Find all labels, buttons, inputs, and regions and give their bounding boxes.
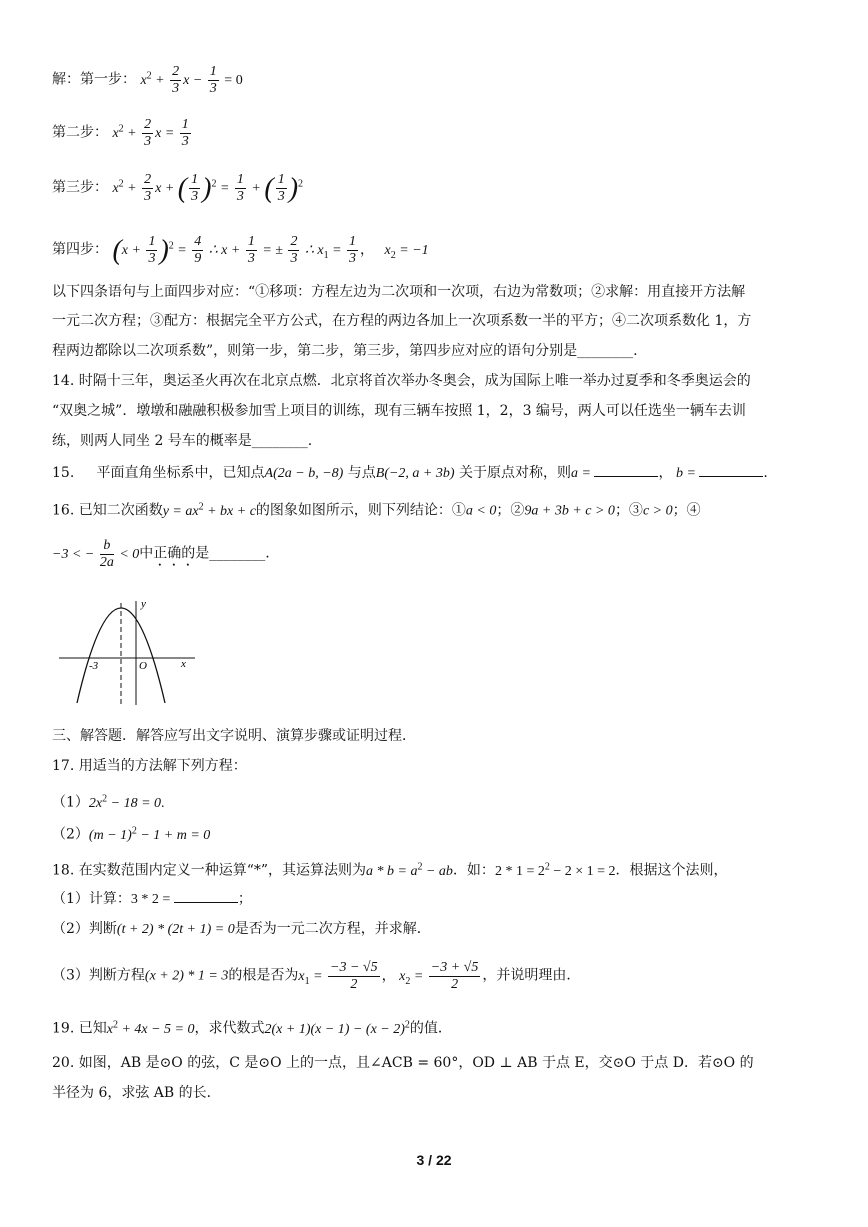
step-3-equation: $x^2$ + $\frac{2}{3}$ x + ( $\frac{1}{3}$ )$^2$ = $\frac{1}{3}$ + ( $\frac{1}{3}$ )$^2$ xyxy=(112,172,304,204)
step-4 xyxy=(52,234,429,267)
step-4-label: 第四步： xyxy=(52,241,108,258)
q15-mid: 与点 xyxy=(347,465,376,481)
q18-equation: (t + 2) * (2t + 1) = 0 xyxy=(116,922,235,937)
q15-point-b: B(−2, a + 3b) xyxy=(375,466,455,481)
q15: 15. 平面直角坐标系中，已知点A(2a − b, −8) 与点B(−2, a + 3b) 关于原点对称，则a = ， b = . xyxy=(52,462,768,485)
q16-mid: 的图象如图所示，则下列结论：① xyxy=(255,502,466,519)
step-2 xyxy=(52,117,193,150)
q15-text: 平面直角坐标系中，已知点 xyxy=(96,465,265,481)
q20-line-2: 半径为 6，求弦 AB 的长． xyxy=(52,1085,221,1101)
step-1-equation: $x^2$ + $\frac{2}{3}$ x − $\frac{1}{3}$ = 0 xyxy=(140,64,243,96)
q18-example: $2 * 1 = 2^2 - 2 \times 1 = 2$ xyxy=(494,861,616,879)
q16-head: 16. 已知二次函数 xyxy=(52,502,163,519)
q17-part-1: $(1)2x^2 - 18 = 0$. xyxy=(52,793,165,811)
q19-expression: $2(x + 1)(x - 1) - (x - 2)^2$ xyxy=(264,1019,410,1037)
q16-function: $y = ax^2$ + bx + c xyxy=(162,501,256,519)
q19: 19. 已知$x^2 + 4x - 5 = 0$，求代数式$2(x + 1)(x - 1) - (x - 2)^2$的值． xyxy=(52,1019,452,1037)
q18-part-1: （1）计算：3 * 2 = ； xyxy=(52,888,252,911)
q16-blank: 是________. xyxy=(195,545,270,562)
q15-point-a: A(2a − b, −8) xyxy=(264,466,344,481)
step-1 xyxy=(52,64,243,97)
q13-line-1: 以下四条语句与上面四步对应：“①移项：方程左边为二次项和一次项，右边为常数项；②求解：用直接开方法解 xyxy=(52,284,746,300)
section-3-heading: 三、解答题．解答应写出文字说明、演算步骤或证明过程． xyxy=(52,728,416,744)
q18-heading: 18. 在实数范围内定义一种运算“*”，其运算法则为$a * b = a^2$ − ab．如：$2 * 1 = 2^2 - 2 \times 1 = 2$．根据这个法则， xyxy=(52,861,728,879)
q15-answer: a = ， b = xyxy=(571,466,763,481)
q18-part-3: （3）判断方程(x + 2) * 1 = 3的根是否为$x_1$ = $\frac{-3 - √5}{2}$ ， $x_2$ = $\frac{-3 + √5}{2}$ ，并说明理由． xyxy=(52,960,581,992)
q16-line-2 xyxy=(52,538,270,571)
y-axis-label: y xyxy=(141,598,146,610)
q18-part-2: （2）判断(t + 2) * (2t + 1) = 0是否为一元二次方程，并求解． xyxy=(52,921,431,937)
step-2-equation: $x^2$ + $\frac{2}{3}$ x = $\frac{1}{3}$ xyxy=(112,117,189,149)
parabola-graph xyxy=(55,595,205,715)
q17-equation-1: $2x^2 - 18 = 0$. xyxy=(88,793,165,811)
q14-line-2: “双奥之城”．墩墩和融融积极参加雪上项目的训练，现有三辆车按照 1，2，3 编号，两人可以任选坐一辆车去训 xyxy=(52,403,746,419)
q17-equation-2: $(m - 1)^2 - 1 + m = 0$ xyxy=(88,825,211,843)
q13-line-2: 一元二次方程；③配方：根据完全平方公式，在方程的两边各加上一次项系数一半的平方；④二次项系数化 1，方 xyxy=(52,313,752,329)
q18-equation-3: (x + 2) * 1 = 3 xyxy=(144,968,229,984)
q16-conclusions: a < 0；②9a + 3b + c > 0；③c > 0；④ xyxy=(465,503,701,519)
q19-condition: $x^2 + 4x - 5 = 0$ xyxy=(106,1019,195,1037)
x-axis-label: x xyxy=(181,658,186,670)
step-1-label: 解：第一步： xyxy=(52,71,136,88)
page-number: 3 / 22 xyxy=(416,1152,452,1168)
q20-line-1: 20. 如图，AB 是⊙O 的弦，C 是⊙O 上的一点，且∠ACB = 60°，OD ⊥ AB 于点 E，交⊙O 于点 D．若⊙O 的 xyxy=(52,1055,754,1071)
step-4-equation: (x + $\frac{1}{3}$ )$^2$ = $\frac{4}{9}$ ∴ x + $\frac{1}{3}$ = ± $\frac{2}{3}$ ∴ $x_1$ = $\frac{1}{3}$ ， $x_2 = -1$ xyxy=(112,234,429,266)
q17-part-2: $(2)(m - 1)^2 - 1 + m = 0$ xyxy=(52,825,211,843)
q17-heading: 17. 用适当的方法解下列方程： xyxy=(52,758,247,774)
q16-conclusion-4: −3 < − $\frac{b}{2a}$ < 0 xyxy=(52,538,140,570)
q13-line-3: 程两边都除以二次项系数”，则第一步，第二步，第三步，第四步应对应的语句分别是________. xyxy=(52,343,638,359)
q18-calc: 3 * 2 = ； xyxy=(131,892,252,907)
q16-line-1 xyxy=(52,496,701,523)
q18-rule: $a * b = a^2$ − ab xyxy=(366,861,453,879)
step-3-label: 第三步： xyxy=(52,179,108,196)
q16-tail: 中 xyxy=(139,545,154,562)
q14-line-3: 练，则两人同坐 2 号车的概率是________. xyxy=(52,433,313,449)
q14-line-1: 14. 时隔十三年，奥运圣火再次在北京点燃．北京将首次举办冬奥会，成为国际上唯一举办过夏季和冬季奥运会的 xyxy=(52,373,751,389)
q16-emphasis: 正确的 xyxy=(153,545,196,562)
origin-label: O xyxy=(139,660,147,672)
step-2-label: 第二步： xyxy=(52,124,108,141)
q18-roots: $x_1$ = $\frac{-3 - √5}{2}$ ， $x_2$ = $\frac{-3 + √5}{2}$ xyxy=(298,960,479,992)
step-3 xyxy=(52,172,303,205)
q15-number: 15. xyxy=(52,465,75,481)
q15-tail: 关于原点对称，则 xyxy=(459,465,571,481)
neg3-label: -3 xyxy=(89,660,99,672)
